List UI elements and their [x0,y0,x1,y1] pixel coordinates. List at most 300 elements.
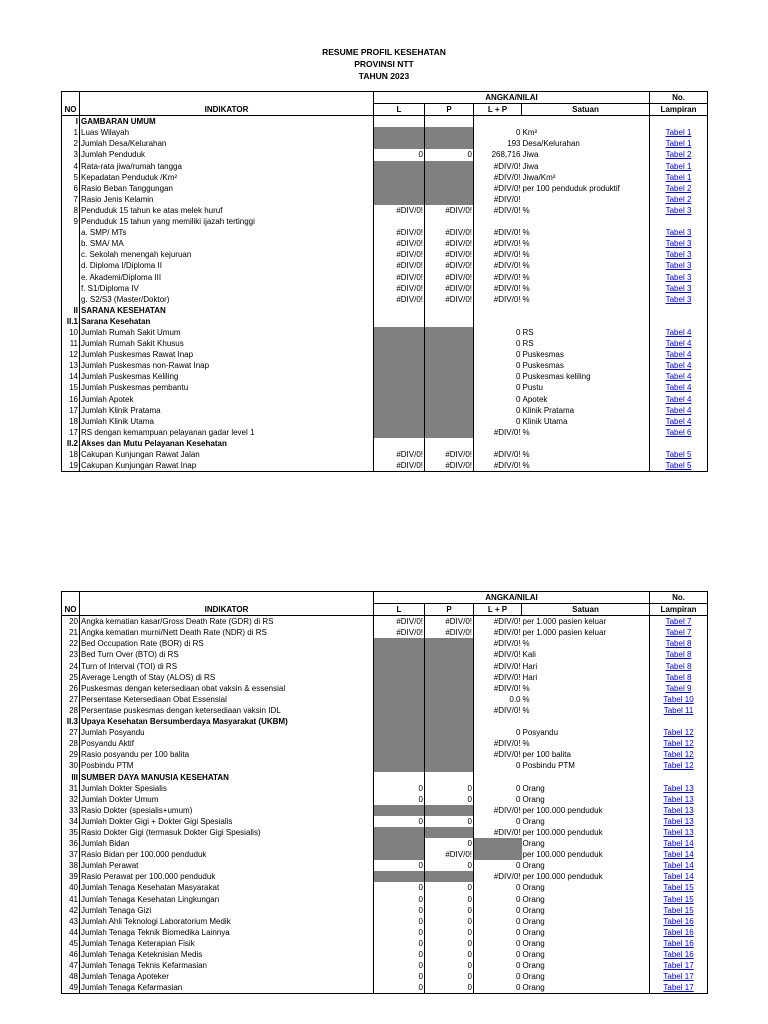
row-value-p [425,371,474,382]
row-value-p [425,216,474,227]
table-row [62,382,708,393]
row-lampiran [650,227,708,238]
row-indicator: Jumlah Puskesmas pembantu [80,382,374,393]
col-indikator-header: INDIKATOR [80,92,374,116]
row-unit: Klinik Pratama [522,405,650,416]
row-unit: Orang [522,982,650,994]
row-value-l [374,371,425,382]
lampiran-link[interactable]: Tabel 11 [663,705,694,715]
lampiran-link[interactable]: Tabel 15 [663,883,694,893]
row-indicator: Rasio Perawat per 100.000 penduduk [80,871,374,882]
table-row [62,205,708,216]
row-lampiran [650,371,708,382]
row-number: 19 [62,460,80,472]
row-indicator: Jumlah Posyandu [80,727,374,738]
row-value-lp: #DIV/0! [474,805,522,816]
row-number: 35 [62,827,80,838]
row-lampiran [650,838,708,849]
row-indicator: SARANA KESEHATAN [80,305,374,316]
row-unit: Orang [522,816,650,827]
lampiran-link[interactable]: Tabel 14 [663,872,694,882]
lampiran-link[interactable]: Tabel 14 [663,839,694,849]
lampiran-link[interactable]: Tabel 8 [665,650,692,660]
lampiran-link[interactable]: Tabel 12 [663,761,694,771]
row-value-lp: 0 [474,949,522,960]
row-indicator: Jumlah Dokter Spesialis [80,783,374,794]
row-number [62,249,80,260]
table-row [62,760,708,771]
row-value-l [374,738,425,749]
row-number: 47 [62,960,80,971]
table-row [62,649,708,660]
row-value-l: 0 [374,783,425,794]
row-value-p [425,327,474,338]
lampiran-link[interactable]: Tabel 15 [663,894,694,904]
lampiran-link[interactable]: Tabel 16 [663,916,694,926]
row-indicator: Posyandu Aktif [80,738,374,749]
row-value-l [374,360,425,371]
row-number: 43 [62,916,80,927]
lampiran-link[interactable]: Tabel 8 [665,639,692,649]
row-value-p: #DIV/0! [425,616,474,628]
row-value-l [374,705,425,716]
lampiran-link[interactable]: Tabel 3 [665,239,692,249]
row-lampiran [650,305,708,316]
row-value-p [425,649,474,660]
row-value-l: #DIV/0! [374,294,425,305]
lampiran-link[interactable]: Tabel 14 [663,861,694,871]
row-lampiran [650,672,708,683]
lampiran-link[interactable]: Tabel 10 [663,694,694,704]
row-value-p: 0 [425,794,474,805]
lampiran-link[interactable]: Tabel 7 [665,617,692,627]
row-value-p: 0 [425,960,474,971]
table-row [62,416,708,427]
table-row [62,349,708,360]
row-number: 15 [62,382,80,393]
lampiran-link[interactable]: Tabel 4 [665,350,692,360]
row-value-p: #DIV/0! [425,294,474,305]
row-value-l [374,316,425,327]
row-lampiran [650,849,708,860]
row-value-l: #DIV/0! [374,272,425,283]
lampiran-link[interactable]: Tabel 16 [663,927,694,937]
lampiran-link[interactable]: Tabel 17 [663,972,694,982]
row-lampiran [650,971,708,982]
row-value-lp: 0 [474,794,522,805]
lampiran-link[interactable]: Tabel 4 [665,339,692,349]
row-unit: Orang [522,938,650,949]
row-unit: Jiwa/Km² [522,172,650,183]
row-number: 14 [62,371,80,382]
row-lampiran [650,794,708,805]
row-value-lp: #DIV/0! [474,460,522,472]
row-number: 28 [62,705,80,716]
row-indicator: Jumlah Perawat [80,860,374,871]
row-unit: Orang [522,916,650,927]
row-lampiran [650,460,708,472]
row-unit: Puskesmas keliling [522,371,650,382]
resume-table-2 [61,591,708,994]
row-unit: % [522,427,650,438]
row-value-p [425,305,474,316]
row-indicator: Average Length of Stay (ALOS) di RS [80,672,374,683]
row-indicator: Cakupan Kunjungan Rawat Inap [80,460,374,472]
row-value-lp [474,316,522,327]
row-unit: Orang [522,971,650,982]
row-indicator: Rasio Dokter Gigi (termasuk Dokter Gigi Spesialis) [80,827,374,838]
row-value-lp: #DIV/0! [474,272,522,283]
row-value-l: 0 [374,894,425,905]
lampiran-link[interactable]: Tabel 5 [665,450,692,459]
row-number: 27 [62,694,80,705]
row-indicator: Jumlah Tenaga Kesehatan Masyarakat [80,882,374,893]
row-unit [522,772,650,783]
row-value-p [425,694,474,705]
row-value-lp: 0 [474,405,522,416]
row-lampiran [650,205,708,216]
row-lampiran [650,127,708,138]
row-value-lp: 0 [474,338,522,349]
row-value-l [374,716,425,727]
row-unit: % [522,260,650,271]
lampiran-link[interactable]: Tabel 13 [663,794,694,804]
row-indicator: Jumlah Bidan [80,838,374,849]
row-indicator: Jumlah Puskesmas Rawat Inap [80,349,374,360]
lampiran-link[interactable]: Tabel 3 [665,228,692,238]
lampiran-link[interactable]: Tabel 1 [665,161,692,171]
table-row [62,249,708,260]
lampiran-link[interactable]: Tabel 17 [663,983,694,993]
table-row [62,694,708,705]
row-value-l [374,161,425,172]
row-value-lp [474,438,522,449]
row-value-lp: #DIV/0! [474,294,522,305]
table-row [62,794,708,805]
row-value-p [425,805,474,816]
table-row [62,827,708,838]
row-value-lp: #DIV/0! [474,661,522,672]
row-unit: % [522,272,650,283]
row-number [62,238,80,249]
lampiran-link[interactable]: Tabel 3 [665,261,692,271]
row-value-p: #DIV/0! [425,849,474,860]
row-indicator: Rasio Beban Tanggungan [80,183,374,194]
row-value-p [425,438,474,449]
lampiran-link[interactable]: Tabel 4 [665,361,692,371]
row-indicator: a. SMP/ MTs [80,227,374,238]
row-indicator: c. Sekolah menengah kejuruan [80,249,374,260]
row-value-p [425,161,474,172]
col-l-header: L [374,604,425,616]
row-value-l: 0 [374,882,425,893]
row-lampiran [650,905,708,916]
row-unit [522,216,650,227]
lampiran-link[interactable]: Tabel 7 [665,628,692,638]
row-lampiran [650,938,708,949]
table-row [62,838,708,849]
col-satuan-header: Satuan [522,104,650,116]
row-lampiran [650,438,708,449]
row-value-lp: 0 [474,327,522,338]
row-value-p [425,349,474,360]
row-value-lp: #DIV/0! [474,227,522,238]
row-lampiran [650,360,708,371]
row-value-l: #DIV/0! [374,449,425,460]
row-value-l: 0 [374,949,425,960]
lampiran-link[interactable]: Tabel 3 [665,250,692,260]
row-value-p: 0 [425,905,474,916]
lampiran-link[interactable]: Tabel 8 [665,672,692,682]
row-number: 48 [62,971,80,982]
table-row [62,772,708,783]
row-lampiran [650,316,708,327]
row-value-l [374,394,425,405]
row-number: 40 [62,882,80,893]
row-value-lp: 0 [474,971,522,982]
report-title: RESUME PROFIL KESEHATAN [322,47,446,57]
row-value-l [374,827,425,838]
row-number: 20 [62,616,80,628]
lampiran-link[interactable]: Tabel 3 [665,283,692,293]
row-number: 36 [62,838,80,849]
row-value-lp: #DIV/0! [474,649,522,660]
lampiran-link[interactable]: Tabel 13 [663,827,694,837]
col-angka-header: ANGKA/NILAI [374,592,650,604]
table-row [62,238,708,249]
lampiran-link[interactable]: Tabel 13 [663,783,694,793]
lampiran-link[interactable]: Tabel 12 [663,750,694,760]
row-unit: % [522,449,650,460]
table-row [62,938,708,949]
lampiran-link[interactable]: Tabel 17 [663,961,694,971]
row-number: 31 [62,783,80,794]
row-lampiran [650,405,708,416]
row-unit [522,116,650,128]
lampiran-link[interactable]: Tabel 5 [665,461,692,471]
table-row [62,749,708,760]
row-value-lp [474,116,522,128]
row-number: 5 [62,172,80,183]
row-indicator: Jumlah Puskesmas Keliling [80,371,374,382]
row-value-p [425,871,474,882]
row-lampiran [650,649,708,660]
col-lampiran-header-2: Lampiran [650,604,708,616]
row-number: 12 [62,349,80,360]
row-indicator: Bed Occupation Rate (BOR) di RS [80,638,374,649]
row-lampiran [650,960,708,971]
lampiran-link[interactable]: Tabel 16 [663,950,694,959]
row-value-p [425,661,474,672]
row-value-lp: 0 [474,416,522,427]
row-value-l [374,216,425,227]
row-value-p: 0 [425,783,474,794]
row-number: II.1 [62,316,80,327]
row-value-l [374,305,425,316]
row-value-l [374,638,425,649]
row-unit: per 1.000 pasien keluar [522,627,650,638]
row-number: 18 [62,416,80,427]
row-value-p [425,727,474,738]
row-number: 37 [62,849,80,860]
lampiran-link[interactable]: Tabel 2 [665,194,692,204]
row-value-lp: #DIV/0! [474,627,522,638]
lampiran-link[interactable]: Tabel 13 [663,816,694,826]
row-value-p [425,827,474,838]
row-lampiran [650,283,708,294]
row-number: 6 [62,183,80,194]
lampiran-link[interactable]: Tabel 13 [663,805,694,815]
table-row [62,183,708,194]
row-lampiran [650,816,708,827]
row-indicator: Jumlah Rumah Sakit Umum [80,327,374,338]
table-row [62,916,708,927]
lampiran-link[interactable]: Tabel 4 [665,383,692,393]
row-value-lp [474,838,522,849]
row-number: 4 [62,161,80,172]
lampiran-link[interactable]: Tabel 3 [665,205,692,215]
lampiran-link[interactable]: Tabel 12 [663,728,694,738]
row-value-l [374,327,425,338]
col-lampiran-header: No. [650,592,708,604]
row-indicator: Rasio Bidan per 100.000 penduduk [80,849,374,860]
row-value-l: #DIV/0! [374,227,425,238]
lampiran-link[interactable]: Tabel 4 [665,394,692,404]
row-lampiran [650,716,708,727]
row-lampiran [650,394,708,405]
row-indicator: Puskesmas dengan ketersediaan obat vaksin & essensial [80,683,374,694]
row-value-l: #DIV/0! [374,627,425,638]
row-value-lp: 0 [474,394,522,405]
row-lampiran [650,416,708,427]
lampiran-link[interactable]: Tabel 15 [663,905,694,915]
row-indicator: GAMBARAN UMUM [80,116,374,128]
table-row [62,394,708,405]
lampiran-link[interactable]: Tabel 4 [665,327,692,337]
lampiran-link[interactable]: Tabel 1 [665,172,692,182]
row-indicator: Jumlah Dokter Gigi + Dokter Gigi Spesialis [80,816,374,827]
row-lampiran [650,149,708,160]
row-value-l: 0 [374,916,425,927]
row-value-p [425,760,474,771]
row-indicator: e. Akademi/Diploma III [80,272,374,283]
lampiran-link[interactable]: Tabel 4 [665,405,692,415]
row-value-p: #DIV/0! [425,205,474,216]
row-indicator: Angka kematian murni/Nett Death Rate (NDR) di RS [80,627,374,638]
lampiran-link[interactable]: Tabel 2 [665,150,692,160]
row-unit: % [522,227,650,238]
lampiran-link[interactable]: Tabel 3 [665,272,692,282]
row-unit [522,316,650,327]
lampiran-link[interactable]: Tabel 14 [663,850,694,860]
table-row [62,716,708,727]
row-unit: % [522,283,650,294]
row-number: 17 [62,405,80,416]
row-value-p [425,382,474,393]
row-value-lp [474,849,522,860]
row-value-lp: #DIV/0! [474,183,522,194]
row-number: 3 [62,149,80,160]
lampiran-link[interactable]: Tabel 1 [665,128,692,138]
row-lampiran [650,871,708,882]
row-unit: Jiwa [522,149,650,160]
row-value-p [425,116,474,128]
row-number: 49 [62,982,80,994]
row-lampiran [650,705,708,716]
row-indicator: Jumlah Rumah Sakit Khusus [80,338,374,349]
row-value-l [374,694,425,705]
row-value-l: 0 [374,971,425,982]
row-number: 16 [62,394,80,405]
row-value-lp: #DIV/0! [474,194,522,205]
table-row [62,638,708,649]
row-value-l [374,849,425,860]
row-indicator: RS dengan kemampuan pelayanan gadar level 1 [80,427,374,438]
row-indicator: Jumlah Tenaga Kefarmasian [80,982,374,994]
lampiran-link[interactable]: Tabel 2 [665,183,692,193]
resume-table-1 [61,91,708,472]
row-value-lp: 0 [474,916,522,927]
row-lampiran [650,249,708,260]
row-unit: Orang [522,783,650,794]
row-lampiran [650,427,708,438]
row-value-p [425,127,474,138]
row-lampiran [650,827,708,838]
row-number: II.3 [62,716,80,727]
row-number: 25 [62,672,80,683]
table-row [62,305,708,316]
row-value-lp: 0 [474,727,522,738]
row-value-l: 0 [374,982,425,994]
lampiran-link[interactable]: Tabel 4 [665,372,692,382]
table-row [62,371,708,382]
row-value-lp: 0 [474,783,522,794]
row-number: 27 [62,727,80,738]
row-unit: Orang [522,860,650,871]
row-unit: % [522,683,650,694]
table-row [62,327,708,338]
row-lampiran [650,138,708,149]
row-number: 10 [62,327,80,338]
lampiran-link[interactable]: Tabel 1 [665,139,692,149]
table-row [62,116,708,128]
row-number: 30 [62,760,80,771]
row-value-lp: 0 [474,371,522,382]
lampiran-link[interactable]: Tabel 8 [665,661,692,671]
row-value-l [374,127,425,138]
row-unit: Puskesmas [522,360,650,371]
lampiran-link[interactable]: Tabel 16 [663,938,694,948]
row-lampiran [650,638,708,649]
row-value-p [425,394,474,405]
lampiran-link[interactable]: Tabel 4 [665,416,692,426]
table-row [62,272,708,283]
row-value-p: 0 [425,982,474,994]
row-value-lp [474,305,522,316]
col-p-header: P [425,604,474,616]
row-lampiran [650,260,708,271]
row-indicator: Cakupan Kunjungan Rawat Jalan [80,449,374,460]
lampiran-link[interactable]: Tabel 9 [665,683,692,693]
row-number: 34 [62,816,80,827]
row-value-l: 0 [374,794,425,805]
lampiran-link[interactable]: Tabel 12 [663,739,694,749]
row-number: 17 [62,427,80,438]
row-indicator: Rasio Jenis Kelamin [80,194,374,205]
row-value-p: 0 [425,894,474,905]
lampiran-link[interactable]: Tabel 3 [665,294,692,304]
lampiran-link[interactable]: Tabel 6 [665,427,692,437]
